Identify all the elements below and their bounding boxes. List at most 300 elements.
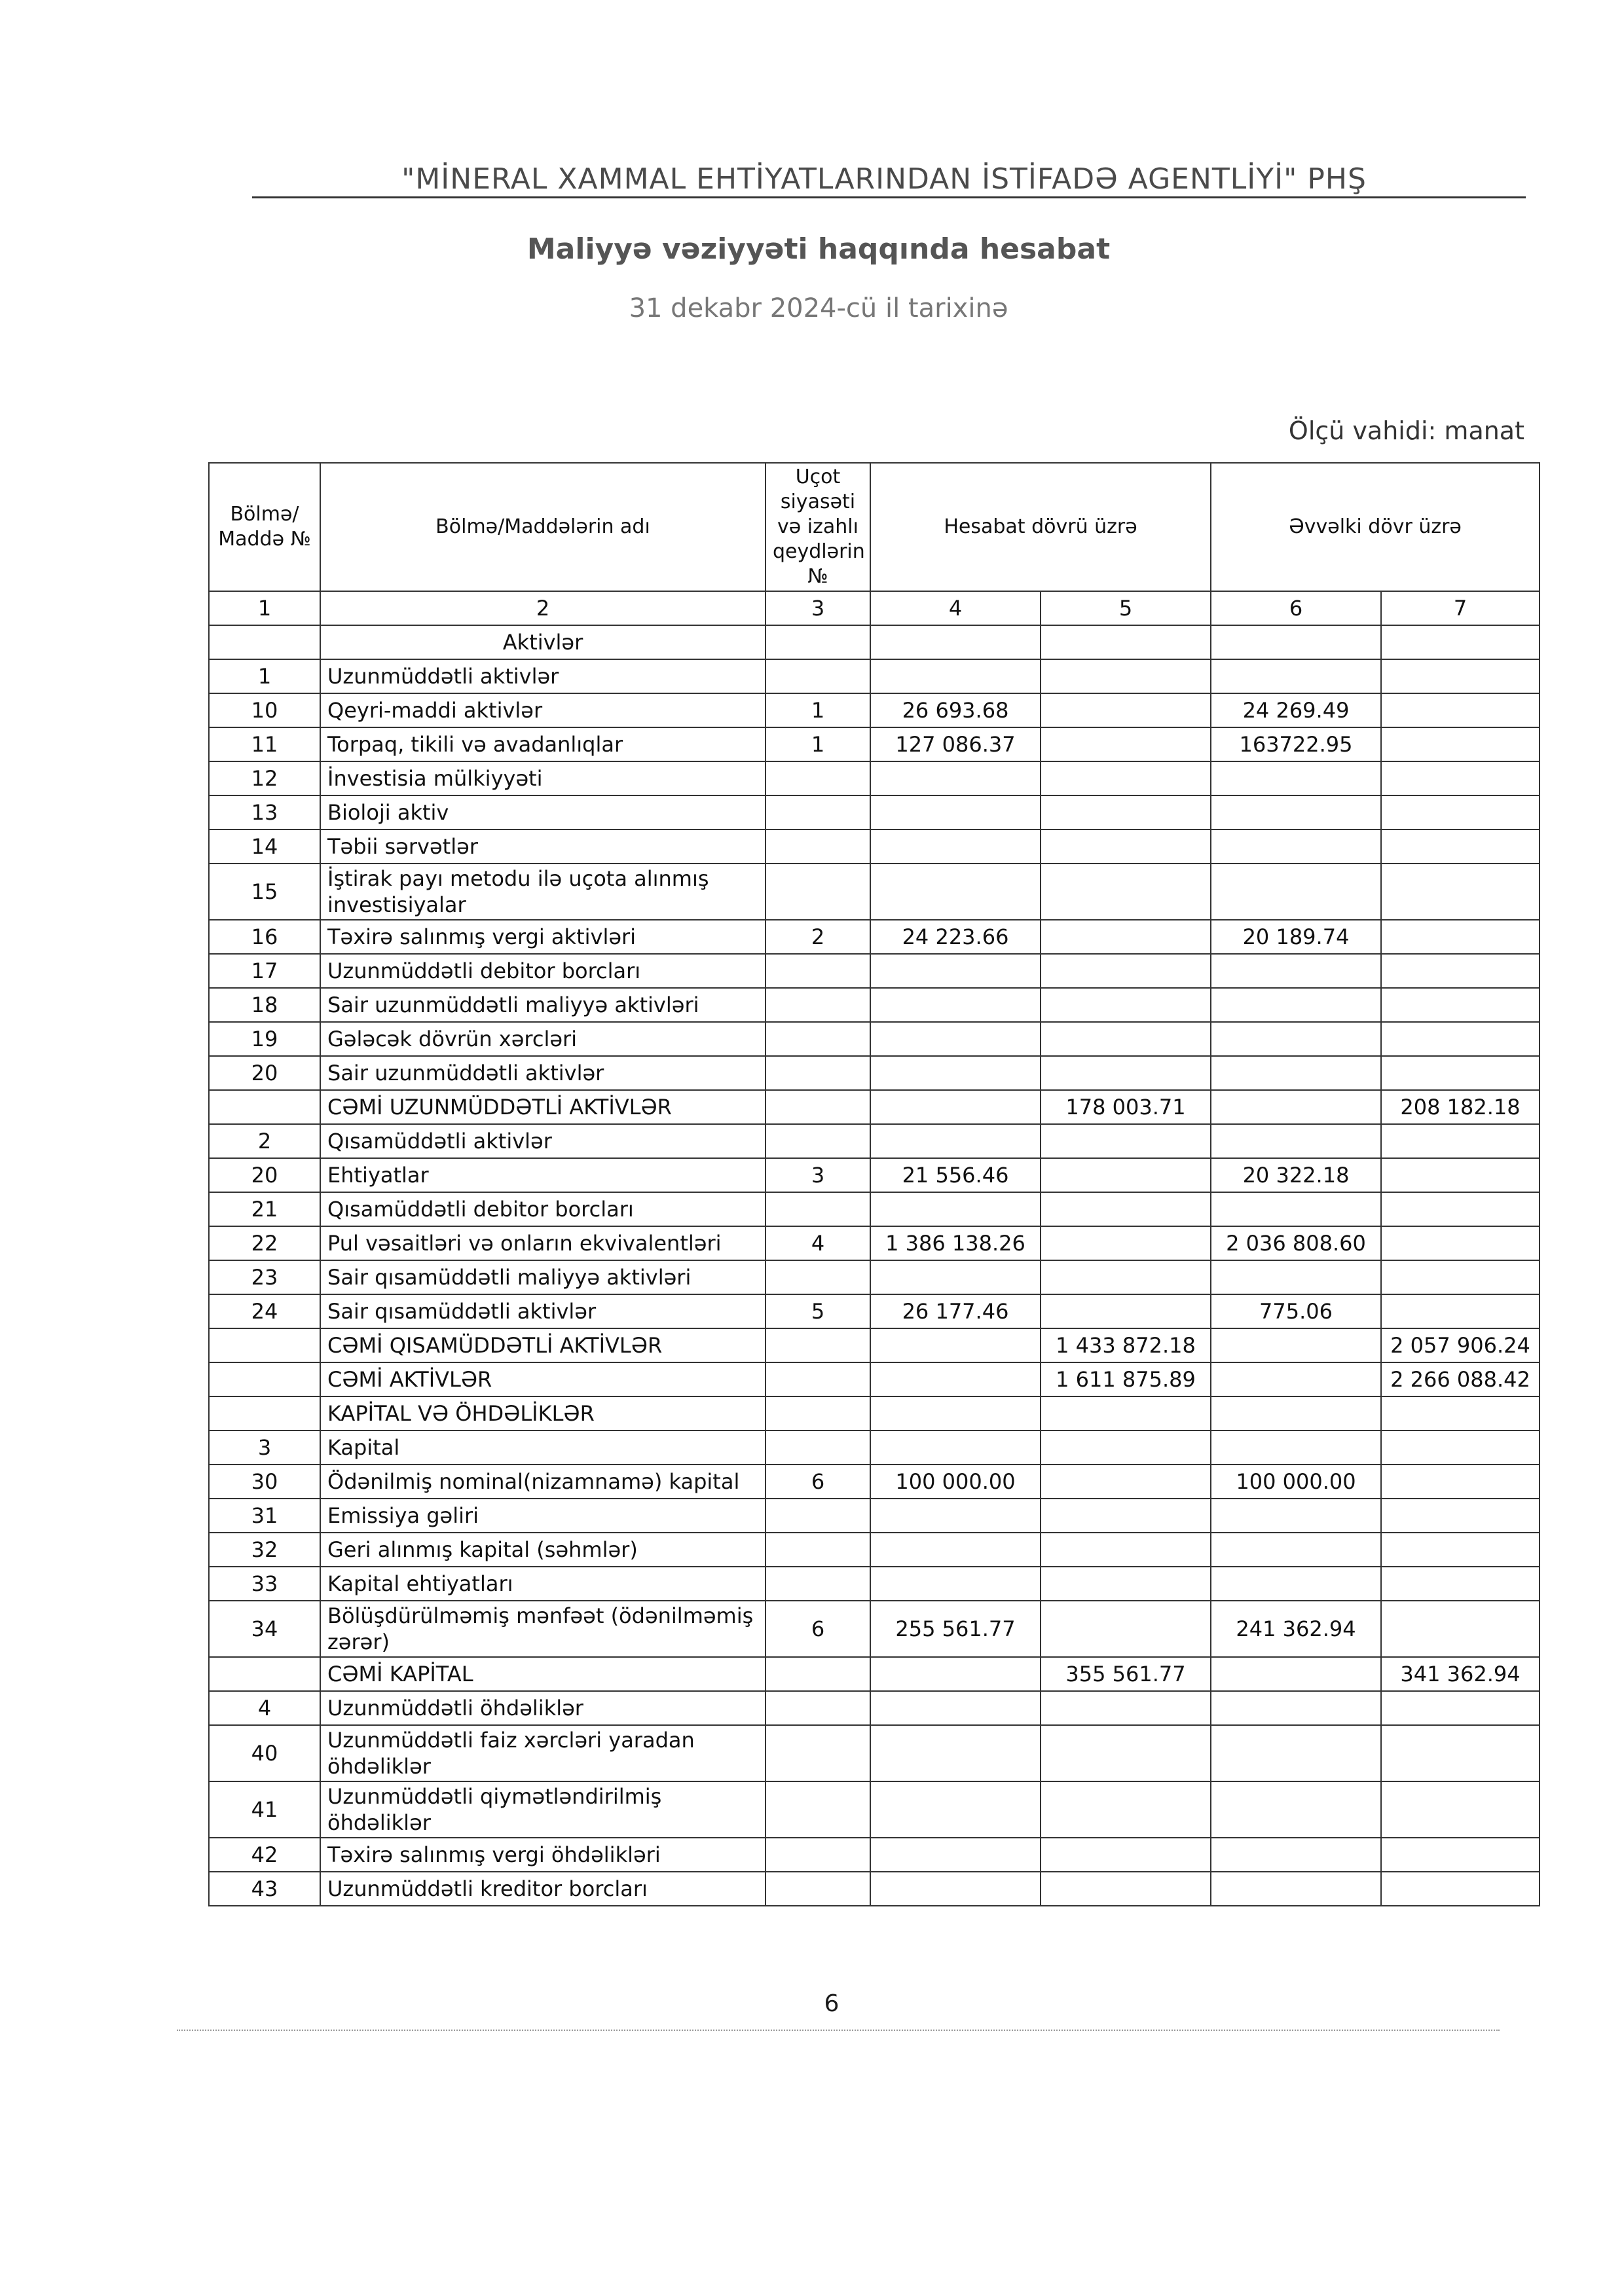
row-previous-value [1211,1691,1381,1725]
row-current-value [870,1022,1041,1056]
row-previous-value: 24 269.49 [1211,693,1381,727]
row-name: Uzunmüddətli faiz xərcləri yaradan öhdəliklər [320,1725,766,1781]
row-name: Kapital [320,1430,766,1465]
table-row [209,1328,1540,1362]
row-number: 40 [209,1725,320,1781]
row-current-total [1041,1691,1211,1725]
row-current-value [870,1124,1041,1158]
row-note [766,1362,870,1396]
row-note [766,864,870,920]
column-number: 2 [320,591,766,625]
row-previous-value: 20 322.18 [1211,1158,1381,1192]
row-current-total [1041,727,1211,761]
table-row [209,693,1540,727]
row-previous-total [1381,1396,1540,1430]
row-current-total [1041,988,1211,1022]
row-previous-total [1381,1226,1540,1260]
row-current-value [870,1090,1041,1124]
row-note [766,1022,870,1056]
row-current-total [1041,1838,1211,1872]
row-previous-value [1211,1328,1381,1362]
row-previous-value [1211,988,1381,1022]
row-number: 15 [209,864,320,920]
table-row [209,954,1540,988]
row-name: Təxirə salınmış vergi aktivləri [320,920,766,954]
row-number: 4 [209,1691,320,1725]
row-previous-total [1381,761,1540,795]
row-note [766,1567,870,1601]
table-row [209,920,1540,954]
row-previous-value [1211,1090,1381,1124]
row-previous-total [1381,1022,1540,1056]
row-number: 18 [209,988,320,1022]
row-number: 31 [209,1499,320,1533]
table-body [209,625,1540,1906]
row-name: CƏMİ QISAMÜDDƏTLİ AKTİVLƏR [320,1328,766,1362]
row-previous-value [1211,795,1381,829]
table-row [209,1499,1540,1533]
row-name: Geri alınmış kapital (səhmlər) [320,1533,766,1567]
row-name: Sair uzunmüddətli maliyyə aktivləri [320,988,766,1022]
row-current-total [1041,659,1211,693]
row-current-value [870,795,1041,829]
row-note: 6 [766,1601,870,1657]
row-note [766,1124,870,1158]
row-previous-total [1381,1124,1540,1158]
row-note [766,1090,870,1124]
row-number: 41 [209,1781,320,1838]
table-row [209,1465,1540,1499]
row-current-total [1041,1465,1211,1499]
row-name: Bölüşdürülməmiş mənfəət (ödənilməmiş zərər) [320,1601,766,1657]
table-row [209,1872,1540,1906]
row-note [766,625,870,659]
row-previous-total: 208 182.18 [1381,1090,1540,1124]
row-previous-total [1381,1781,1540,1838]
table-row [209,1022,1540,1056]
row-current-value [870,829,1041,864]
row-current-total [1041,1430,1211,1465]
column-number: 4 [870,591,1041,625]
table-row [209,1362,1540,1396]
row-number [209,1090,320,1124]
row-current-value: 255 561.77 [870,1601,1041,1657]
row-number: 20 [209,1158,320,1192]
table-row [209,1192,1540,1226]
row-previous-value [1211,1124,1381,1158]
row-current-total [1041,1192,1211,1226]
row-current-value [870,1056,1041,1090]
row-number: 22 [209,1226,320,1260]
table-row [209,988,1540,1022]
row-previous-total [1381,1260,1540,1294]
row-current-total: 1 611 875.89 [1041,1362,1211,1396]
unit-of-measure: Ölçü vahidi: manat [1288,416,1524,445]
row-number: 2 [209,1124,320,1158]
row-note [766,761,870,795]
row-current-total: 178 003.71 [1041,1090,1211,1124]
row-current-value [870,1362,1041,1396]
row-note [766,795,870,829]
row-current-value [870,954,1041,988]
row-current-total [1041,1294,1211,1328]
row-previous-total [1381,1192,1540,1226]
row-current-value [870,1499,1041,1533]
column-number: 7 [1381,591,1540,625]
table-row [209,1657,1540,1691]
row-previous-total [1381,1838,1540,1872]
row-name: Aktivlər [320,625,766,659]
row-note [766,1872,870,1906]
row-previous-total [1381,1725,1540,1781]
row-previous-value [1211,1838,1381,1872]
row-previous-value [1211,625,1381,659]
table-row [209,1838,1540,1872]
column-number: 6 [1211,591,1381,625]
row-note [766,1691,870,1725]
row-previous-value [1211,761,1381,795]
row-current-total [1041,1725,1211,1781]
row-number: 43 [209,1872,320,1906]
row-number: 33 [209,1567,320,1601]
row-number: 11 [209,727,320,761]
row-previous-total [1381,659,1540,693]
row-previous-value [1211,864,1381,920]
row-previous-total [1381,693,1540,727]
row-previous-total [1381,988,1540,1022]
table-row [209,1533,1540,1567]
row-note [766,1499,870,1533]
row-number [209,1657,320,1691]
table-row [209,625,1540,659]
row-name: Uzunmüddətli kreditor borcları [320,1872,766,1906]
row-current-total [1041,920,1211,954]
table-row [209,1396,1540,1430]
row-name: Ehtiyatlar [320,1158,766,1192]
row-previous-value [1211,1872,1381,1906]
row-name: Bioloji aktiv [320,795,766,829]
row-name: Uzunmüddətli qiymətləndirilmiş öhdəliklər [320,1781,766,1838]
row-current-total [1041,829,1211,864]
row-current-value [870,1396,1041,1430]
row-previous-value [1211,1362,1381,1396]
row-current-total [1041,761,1211,795]
table-row [209,1158,1540,1192]
row-note [766,1430,870,1465]
row-number: 3 [209,1430,320,1465]
row-current-value: 24 223.66 [870,920,1041,954]
row-name: Sair qısamüddətli aktivlər [320,1294,766,1328]
table-row [209,1226,1540,1260]
row-note: 6 [766,1465,870,1499]
row-number: 32 [209,1533,320,1567]
report-title: Maliyyə vəziyyəti haqqında hesabat [526,232,1111,266]
row-previous-value: 775.06 [1211,1294,1381,1328]
row-current-total [1041,1396,1211,1430]
table-row [209,1090,1540,1124]
row-previous-total [1381,1465,1540,1499]
row-number: 13 [209,795,320,829]
row-current-value [870,659,1041,693]
row-previous-total [1381,625,1540,659]
row-previous-value [1211,1533,1381,1567]
row-current-total [1041,1260,1211,1294]
table-row [209,1430,1540,1465]
row-note [766,1838,870,1872]
row-previous-value [1211,829,1381,864]
row-previous-total [1381,954,1540,988]
row-previous-total [1381,864,1540,920]
row-current-value: 26 693.68 [870,693,1041,727]
row-current-total [1041,1022,1211,1056]
row-current-total [1041,795,1211,829]
row-previous-total [1381,795,1540,829]
row-name: Torpaq, tikili və avadanlıqlar [320,727,766,761]
row-name: Qeyri-maddi aktivlər [320,693,766,727]
row-name: Sair uzunmüddətli aktivlər [320,1056,766,1090]
header-current-period: Hesabat dövrü üzrə [870,463,1211,591]
row-note [766,659,870,693]
row-note [766,988,870,1022]
row-name: Təbii sərvətlər [320,829,766,864]
row-current-value [870,1260,1041,1294]
row-current-value [870,1691,1041,1725]
row-previous-value [1211,1499,1381,1533]
column-number: 5 [1041,591,1211,625]
table-row [209,761,1540,795]
row-current-value [870,1657,1041,1691]
row-previous-total [1381,1158,1540,1192]
row-current-total [1041,1158,1211,1192]
row-name: Emissiya gəliri [320,1499,766,1533]
row-number: 21 [209,1192,320,1226]
row-previous-total: 2 266 088.42 [1381,1362,1540,1396]
row-current-total [1041,1781,1211,1838]
row-current-total [1041,1124,1211,1158]
row-current-value [870,625,1041,659]
row-number: 12 [209,761,320,795]
row-current-total [1041,1533,1211,1567]
table-row [209,864,1540,920]
row-note [766,1657,870,1691]
row-current-total [1041,1601,1211,1657]
row-previous-value [1211,1192,1381,1226]
row-note [766,1781,870,1838]
row-name: Uzunmüddətli debitor borcları [320,954,766,988]
row-previous-total [1381,1872,1540,1906]
column-number: 3 [766,591,870,625]
row-number: 16 [209,920,320,954]
row-current-value [870,1781,1041,1838]
row-note [766,1056,870,1090]
row-current-value [870,1328,1041,1362]
row-previous-total: 341 362.94 [1381,1657,1540,1691]
row-number [209,1328,320,1362]
row-note: 5 [766,1294,870,1328]
row-previous-value [1211,954,1381,988]
row-previous-total [1381,727,1540,761]
row-previous-total: 2 057 906.24 [1381,1328,1540,1362]
row-name: Pul vəsaitləri və onların ekvivalentləri [320,1226,766,1260]
row-name: CƏMİ KAPİTAL [320,1657,766,1691]
row-previous-total [1381,1567,1540,1601]
row-current-total [1041,1056,1211,1090]
row-previous-value [1211,1022,1381,1056]
page-number: 6 [824,1990,840,2017]
row-note: 2 [766,920,870,954]
row-current-value [870,1430,1041,1465]
header-item-name: Bölmə/Maddələrin adı [320,463,766,591]
row-previous-value [1211,1430,1381,1465]
row-note: 1 [766,693,870,727]
row-name: Ödənilmiş nominal(nizamnamə) kapital [320,1465,766,1499]
row-current-value: 21 556.46 [870,1158,1041,1192]
table-row [209,659,1540,693]
row-note [766,954,870,988]
row-note: 4 [766,1226,870,1260]
row-previous-value: 100 000.00 [1211,1465,1381,1499]
row-name: CƏMİ AKTİVLƏR [320,1362,766,1396]
row-name: Kapital ehtiyatları [320,1567,766,1601]
row-current-value [870,1838,1041,1872]
row-current-value [870,1192,1041,1226]
row-current-value: 26 177.46 [870,1294,1041,1328]
row-number: 34 [209,1601,320,1657]
row-name: İnvestisia mülkiyyəti [320,761,766,795]
organization-name: "MİNERAL XAMMAL EHTİYATLARINDAN İSTİFADƏ AGENTLİYİ" PHŞ [401,162,1367,196]
row-previous-total [1381,1533,1540,1567]
row-previous-value: 2 036 808.60 [1211,1226,1381,1260]
table-row [209,1691,1540,1725]
row-number: 23 [209,1260,320,1294]
row-previous-value [1211,659,1381,693]
row-current-total [1041,864,1211,920]
row-previous-value [1211,1657,1381,1691]
table-row [209,1294,1540,1328]
row-name: KAPİTAL VƏ ÖHDƏLİKLƏR [320,1396,766,1430]
row-note [766,1260,870,1294]
row-name: Təxirə salınmış vergi öhdəlikləri [320,1838,766,1872]
row-previous-total [1381,1499,1540,1533]
table-row [209,1260,1540,1294]
row-name: Qısamüddətli aktivlər [320,1124,766,1158]
row-current-total: 355 561.77 [1041,1657,1211,1691]
row-number: 19 [209,1022,320,1056]
row-current-total: 1 433 872.18 [1041,1328,1211,1362]
row-number [209,1362,320,1396]
row-number: 14 [209,829,320,864]
row-current-value [870,761,1041,795]
row-previous-total [1381,920,1540,954]
column-number-row [209,591,1540,625]
row-previous-total [1381,1056,1540,1090]
row-current-value [870,1725,1041,1781]
row-previous-value [1211,1567,1381,1601]
row-current-value: 1 386 138.26 [870,1226,1041,1260]
report-date: 31 dekabr 2024-cü il tarixinə [629,293,1008,323]
row-current-value [870,864,1041,920]
table-row [209,795,1540,829]
row-number [209,625,320,659]
row-note: 3 [766,1158,870,1192]
row-previous-value: 20 189.74 [1211,920,1381,954]
row-number: 30 [209,1465,320,1499]
row-current-value: 100 000.00 [870,1465,1041,1499]
table-header-row [209,463,1540,591]
row-note [766,1533,870,1567]
row-number: 24 [209,1294,320,1328]
row-previous-value [1211,1260,1381,1294]
row-number: 1 [209,659,320,693]
row-name: Qısamüddətli debitor borcları [320,1192,766,1226]
row-name: Uzunmüddətli aktivlər [320,659,766,693]
row-name: Gələcək dövrün xərcləri [320,1022,766,1056]
row-number: 20 [209,1056,320,1090]
table-row [209,1567,1540,1601]
row-previous-total [1381,829,1540,864]
row-previous-value [1211,1396,1381,1430]
row-number: 17 [209,954,320,988]
row-previous-total [1381,1294,1540,1328]
row-current-value [870,1872,1041,1906]
table-row [209,1725,1540,1781]
header-section-no: Bölmə/ Maddə № [209,463,320,591]
row-current-value: 127 086.37 [870,727,1041,761]
row-note: 1 [766,727,870,761]
financial-position-table [208,462,1540,1906]
row-current-total [1041,1226,1211,1260]
row-current-total [1041,1567,1211,1601]
row-previous-value: 241 362.94 [1211,1601,1381,1657]
row-current-value [870,1567,1041,1601]
header-rule [252,196,1526,198]
row-current-total [1041,693,1211,727]
row-name: CƏMİ UZUNMÜDDƏTLİ AKTİVLƏR [320,1090,766,1124]
row-current-value [870,988,1041,1022]
footer-rule [177,2030,1500,2031]
row-previous-total [1381,1691,1540,1725]
table-row [209,1124,1540,1158]
header-previous-period: Əvvəlki dövr üzrə [1211,463,1540,591]
row-name: İştirak payı metodu ilə uçota alınmış investisiyalar [320,864,766,920]
row-previous-value [1211,1725,1381,1781]
row-note [766,1725,870,1781]
row-previous-total [1381,1601,1540,1657]
row-current-total [1041,1872,1211,1906]
row-note [766,1328,870,1362]
table-row [209,1781,1540,1838]
table-row [209,1056,1540,1090]
header-note-no: Uçot siyasəti və izahlı qeydlərin № [766,463,870,591]
row-note [766,1396,870,1430]
column-number: 1 [209,591,320,625]
row-current-total [1041,1499,1211,1533]
table-row [209,829,1540,864]
row-current-value [870,1533,1041,1567]
table-row [209,727,1540,761]
table-row [209,1601,1540,1657]
row-number: 10 [209,693,320,727]
row-current-total [1041,625,1211,659]
row-previous-value: 163722.95 [1211,727,1381,761]
row-previous-value [1211,1781,1381,1838]
row-note [766,1192,870,1226]
row-previous-value [1211,1056,1381,1090]
row-number [209,1396,320,1430]
row-name: Sair qısamüddətli maliyyə aktivləri [320,1260,766,1294]
row-current-total [1041,954,1211,988]
row-previous-total [1381,1430,1540,1465]
